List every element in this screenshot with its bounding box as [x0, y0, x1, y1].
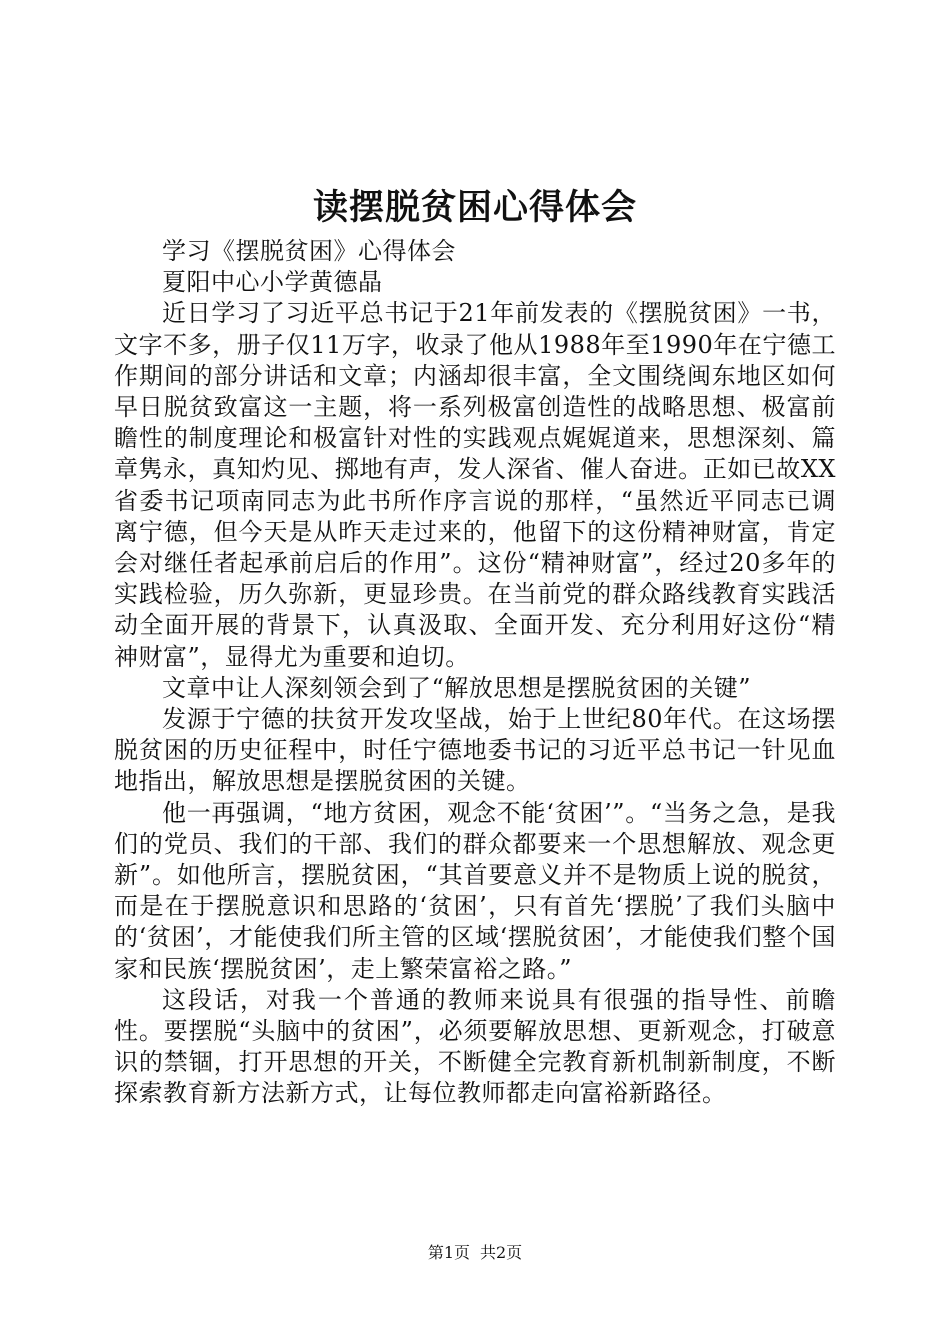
document-title: 读摆脱贫困心得体会	[312, 187, 637, 228]
body-paragraph: 近日学习了习近平总书记于21年前发表的《摆脱贫困》一书，文字不多，册子仅11万字，收录了他从1988年至1990年在宁德工作期间的部分讲话和文章；内涵却很丰富，全文围绕闽东地区如何早日脱贫致富这一主题，将一系列极富创造性的战略思想、极富前瞻性的制度理论和极富针对性的实践观点娓娓道来，思想深刻、篇章隽永，真知灼见、掷地有声，发人深省、催人奋进。正如已故XX省委书记项南同志为此书所作序言说的那样，“虽然近平同志已调离宁德，但今天是从昨天走过来的，他留下的这份精神财富，肯定会对继任者起承前启后的作用”。这份“精神财富”，经过20多年的实践检验，历久弥新，更显珍贵。在当前党的群众路线教育实践活动全面开展的背景下，认真汲取、全面开发、充分利用好这份“精神财富”，显得尤为重要和迫切。	[114, 299, 836, 671]
body-paragraph: 这段话，对我一个普通的教师来说具有很强的指导性、前瞻性。要摆脱“头脑中的贫困”，必须要解放思想、更新观念，打破意识的禁锢，打开思想的开关，不断健全完教育新机制新制度，不断探索教育新方法新方式，让每位教师都走向富裕新路径。	[114, 985, 836, 1108]
page-number: 第1页	[427, 1243, 470, 1262]
page-footer	[0, 1242, 950, 1264]
subtitle-paragraph: 学习《摆脱贫困》心得体会	[162, 237, 456, 265]
body-paragraph: 发源于宁德的扶贫开发攻坚战，始于上世纪80年代。在这场摆脱贫困的历史征程中，时任宁德地委书记的习近平总书记一针见血地指出，解放思想是摆脱贫困的关键。	[114, 705, 836, 796]
body-paragraph: 文章中让人深刻领会到了“解放思想是摆脱贫困的关键”	[162, 673, 752, 702]
page-total: 共2页	[480, 1243, 523, 1262]
author-paragraph: 夏阳中心小学黄德晶	[162, 268, 383, 297]
document-body	[114, 236, 836, 1110]
body-paragraph: 他一再强调，“地方贫困，观念不能‘贫困’”。“当务之急，是我们的党员、我们的干部、我们的群众都要来一个思想解放、观念更新”。如他所言，摆脱贫困，“其首要意义并不是物质上说的脱贫，而是在于摆脱意识和思路的‘贫困’，只有首先‘摆脱’了我们头脑中的‘贫困’，才能使我们所主管的区域‘摆脱贫困’，才能使我们整个国家和民族‘摆脱贫困’，走上繁荣富裕之路。”	[114, 798, 836, 983]
